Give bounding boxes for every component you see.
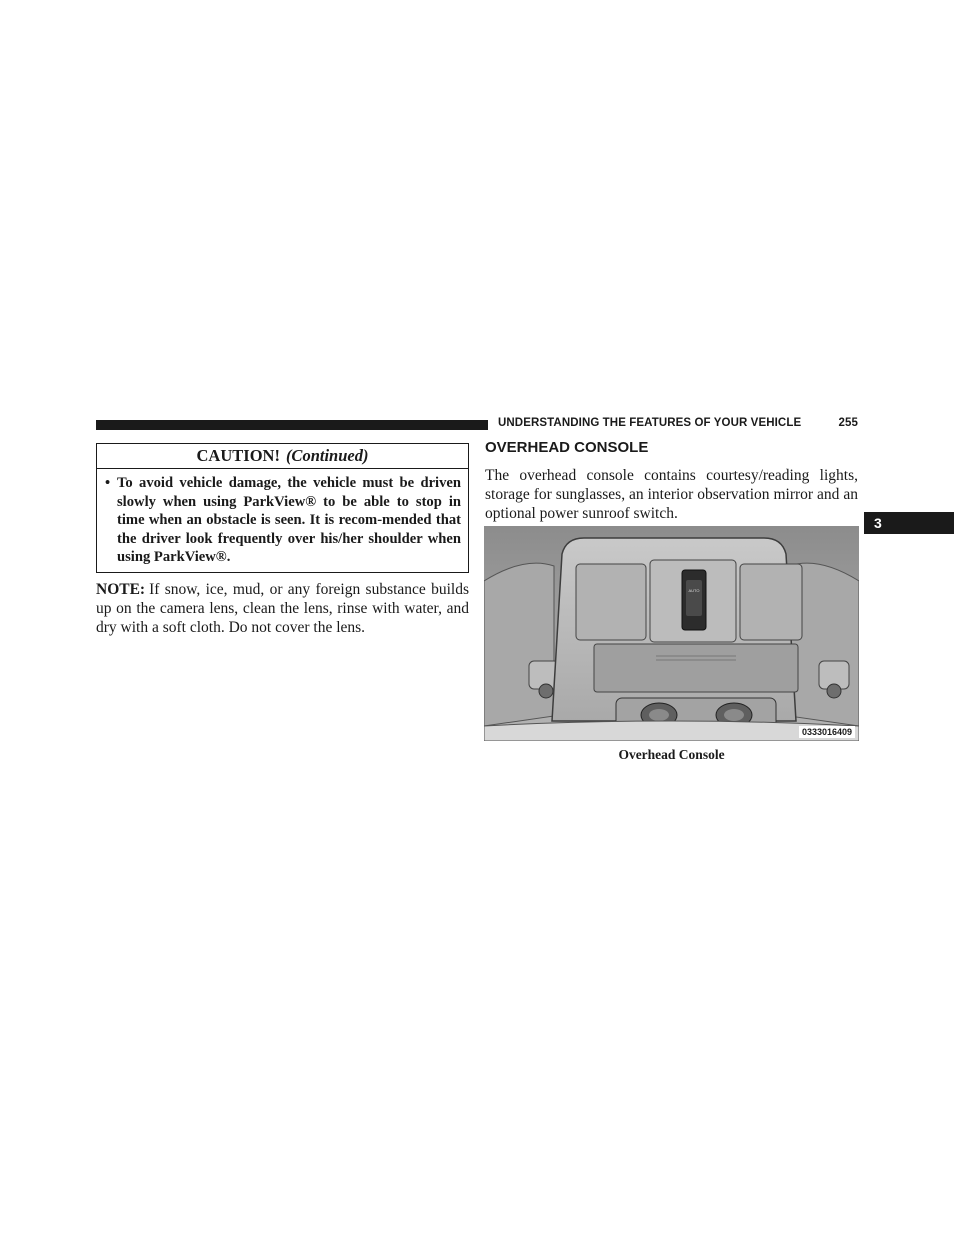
note-text: If snow, ice, mud, or any foreign substance builds up on the camera lens, clean the lens, rinse with water, and dry with a soft cloth. Do not cover the lens. <box>96 581 469 636</box>
figure-code: 0333016409 <box>799 726 855 738</box>
note-paragraph <box>96 580 469 637</box>
overhead-console-figure <box>484 526 859 741</box>
page-number: 255 <box>838 417 858 429</box>
header-section-title: UNDERSTANDING THE FEATURES OF YOUR VEHICLE <box>498 417 802 429</box>
chapter-tab: 3 <box>864 512 954 534</box>
running-header <box>498 417 858 429</box>
caution-label: CAUTION! <box>196 446 280 465</box>
caution-box <box>96 443 469 573</box>
caution-bullet-item <box>97 469 468 567</box>
header-rule <box>96 420 488 430</box>
overhead-console-illustration <box>484 526 859 741</box>
bullet-marker: • <box>105 475 111 491</box>
note-label: NOTE: <box>96 581 146 598</box>
section-heading: OVERHEAD CONSOLE <box>485 439 649 456</box>
figure-caption: Overhead Console <box>618 747 725 762</box>
svg-text:AUTO: AUTO <box>688 588 700 593</box>
caution-continued: (Continued) <box>285 446 369 465</box>
section-body: The overhead console contains courtesy/reading lights, storage for sunglasses, an interior observation mirror and an optional power sunroof switch. <box>485 467 858 522</box>
caution-title <box>97 444 468 469</box>
caution-text: To avoid vehicle damage, the vehicle must be driven slowly when using ParkView® to be able to stop in time when an obstacle is seen. It is recom-mended that the driver look frequently over his/her shoulder when using ParkView®. <box>117 475 461 566</box>
